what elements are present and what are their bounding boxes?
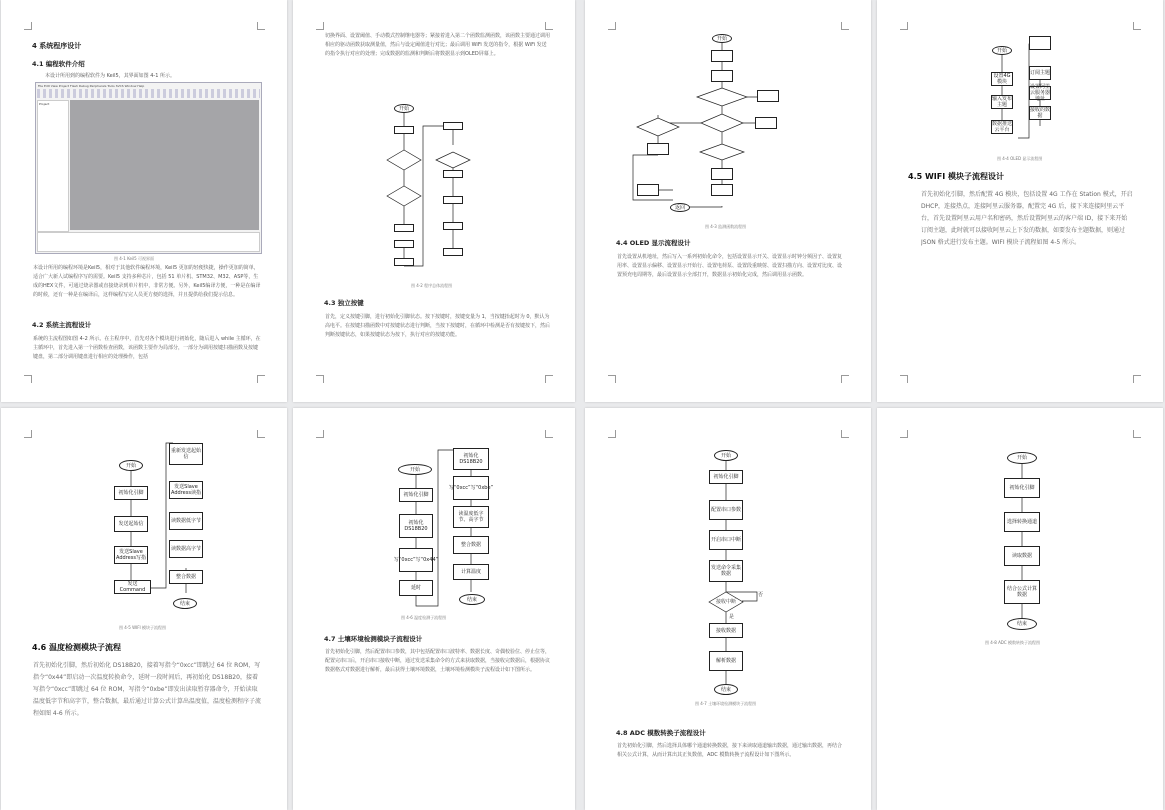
flow-decision-label: 接收中断 [715, 599, 736, 605]
flow-return: 返回 [670, 203, 690, 212]
flow-start: 开始 [1007, 452, 1037, 464]
heading-4-2: 4.2 系统主流程设计 [32, 321, 92, 329]
wifi-flow-connectors [1, 408, 287, 810]
body-paragraph: 切换界面、设置阈值、手动模式控制继电器等；紧接着进入第二个函数监测函数，该函数主要通过调用相应的驱动函数获取测量值，然后与设定阈值进行对比；最后调用 WiFi 发送的指令，根据 WiFi 发送的指令执行对应的处理；完成数据的监测和判断后将数据显示到OLED屏幕上。 [325, 33, 551, 57]
flow-box: 设置4G模块 [991, 72, 1013, 86]
flow-box: 重新发送起始信 [169, 443, 203, 465]
flow-box: 接收的数据 [1030, 107, 1051, 119]
flow-start: 开始 [712, 34, 732, 43]
intro-text: 本设计所用到的编程软件为 Keil5，其界面如图 4-1 所示。 [45, 73, 176, 79]
body-paragraph: 首先初始化引脚，然后选择具体哪个通道转换数据，接下来读取通道输出数据，通过输出数据，再结合相关公式计算，从而计算出其正负数值，ADC 模数转换子流程设计如下图所示。 [617, 743, 843, 758]
figure-caption: 图 4-1 Keil5 可视界面 [114, 256, 154, 261]
branch-label-no: 否 [758, 592, 764, 598]
flow-box: 发送Slave Address写指 [114, 546, 148, 564]
flow-box: 配置串口参数 [709, 500, 743, 520]
flow-end: 结束 [459, 594, 485, 605]
body-paragraph: 首先，定义按键引脚，进行初始化引脚状态。按下按键时，按键变量为 1，当按键抬起时为 0，默认为高电平。在按键扫描函数中对按键状态进行判断，当按下按键时，在循环中检测是否有按键按下，然后判断按键状态，如果按键状态为按下，执行对应的按键功能。 [325, 314, 551, 338]
keil-editor-area [70, 100, 259, 230]
figure-caption: 图 4-2 程序总体流程图 [411, 283, 453, 288]
flow-box: 发送命令采集数据 [709, 560, 743, 582]
flow-box [757, 90, 779, 102]
figure-caption: 图 4-8 ADC 模数转换子流程图 [985, 640, 1040, 645]
crop-mark [257, 22, 265, 30]
document-page-1 [1, 0, 287, 402]
body-paragraph: 首先设置从机地址，然后写入一系列初始化命令，包括设置显示开关、设置显示时钟分频因子、设置复用率、设置显示偏移、设置显示开始行、设置电荷泵、设置段重映射、设置扫描方向、设置对比度、设置预充电周期等，最后设置显示全部打开，数据显示初始化完成，然后调用显示函数。 [617, 254, 843, 278]
figure-caption: 图 4-6 温度检测子流程图 [401, 615, 447, 620]
flow-box: 输入发布主题 [992, 96, 1013, 108]
flow-box: 数据推送云平台 [992, 121, 1013, 133]
keil-toolbar [37, 89, 260, 98]
flow-box [711, 70, 733, 82]
flow-box: 结合公式计算数据 [1004, 580, 1040, 604]
flow-box [443, 222, 463, 230]
flow-start: 开始 [394, 104, 414, 113]
heading-4: 4 系统程序设计 [32, 42, 82, 50]
flow-box [394, 258, 414, 266]
heading-4-3: 4.3 独立按键 [324, 299, 364, 307]
flow-box [443, 122, 463, 130]
flow-box: 计算温度 [453, 564, 489, 580]
document-page-6 [293, 408, 575, 810]
flow-box: 读取数据 [1004, 546, 1040, 566]
flow-box [394, 224, 414, 232]
figure-caption: 图 4-7 土壤环境检测模块子流程图 [695, 701, 757, 706]
flow-start: 开始 [992, 46, 1012, 55]
adc-flow-connectors [877, 408, 1163, 810]
flow-box [1029, 36, 1051, 50]
crop-mark [24, 22, 32, 30]
flow-box: 初始化引脚 [1004, 478, 1040, 498]
figure-caption: 图 4-3 监测函数流程图 [705, 224, 747, 229]
document-page-8 [877, 408, 1163, 810]
flow-box: 发送起始信 [114, 516, 148, 532]
figure-caption: 图 4-4 OLED 显示流程图 [997, 156, 1043, 161]
flow-box: 读数据高字节 [169, 540, 203, 558]
body-paragraph: 首先初始化引脚，然后配置 4G 模块，包括设置 4G 工作在 Station 模式，开启 DHCP，连接热点，连接阿里云服务器，配置完 4G 后，接下来连接阿里云平台，首先设置阿里云用户名和密码，然后设置阿里云的客户端 ID，接下来开始订阅主题，此时就可以接收阿里云上下发的数据，如要发布主题数据，则通过 JSON 格式进行发布主题。WIFI 模块子流程如图 4-5 所示。 [921, 191, 1133, 246]
flow-box [711, 168, 733, 180]
flow-box [443, 196, 463, 204]
document-page-2 [293, 0, 575, 402]
flow-box: 读温度低字节、高字节 [453, 506, 489, 528]
heading-4-5: 4.5 WIFI 模块子流程设计 [908, 172, 1004, 181]
heading-4-8: 4.8 ADC 模数转换子流程设计 [616, 729, 706, 737]
flow-end: 结束 [1007, 618, 1037, 630]
body-paragraph: 系统的主流程图如图 4-2 所示。在主程序中，首先对各个模块进行初始化，随后进入 while 主循环，在主循环中，首先进入第一个函数检查函数，该函数主要作为局部分，一部分为调用按键扫描函数及按键键盘，第二部分调用键盘进行相应的处理操作，包括 [33, 336, 261, 360]
flow-end: 结束 [173, 598, 197, 609]
flow-box: 发送Command [114, 580, 151, 594]
figure-caption: 图 4-5 WIFI 模块子流程图 [119, 625, 166, 630]
flow-box [755, 117, 777, 129]
flow-box: 初始化引脚 [114, 486, 148, 500]
flow-box [443, 248, 463, 256]
keil-menubar: File Edit View Project Flash Debug Peripherals Tools SVCS Window Help [38, 84, 145, 88]
flow-box [711, 184, 733, 196]
flow-box: 发送Slave Address读指 [169, 481, 203, 499]
flow-box: 订阅主题 [1029, 66, 1051, 80]
heading-4-1: 4.1 编程软件介绍 [32, 60, 85, 68]
flow-box: 整合数据 [169, 570, 203, 584]
flow-box: 写“0xcc”写“0xbe” [453, 476, 489, 500]
flow-start: 开始 [119, 460, 143, 471]
keil-screenshot [35, 82, 262, 254]
flow-box: 延时 [399, 580, 433, 596]
document-page-3 [585, 0, 871, 402]
flow-box [711, 50, 733, 62]
temp-flow-connectors [293, 408, 575, 810]
flow-box: 初始化DS18B20 [453, 448, 489, 470]
flow-box [647, 143, 669, 155]
heading-4-4: 4.4 OLED 显示流程设计 [616, 239, 691, 247]
flow-start: 开始 [714, 450, 738, 461]
document-page-7 [585, 408, 871, 810]
flow-box [443, 170, 463, 178]
flow-box: 设置阿里云服务器地址 [1030, 84, 1051, 102]
flow-start: 开始 [398, 464, 432, 475]
flow-box: 初始化DS18B20 [399, 514, 433, 538]
flow-box: 开启串口中断 [709, 530, 743, 550]
flow-box: 整合数据 [453, 536, 489, 554]
flow-box: 解析数据 [709, 651, 743, 671]
heading-4-7: 4.7 土壤环境检测模块子流程设计 [324, 635, 423, 643]
keil-project-pane [37, 100, 69, 232]
document-page-5 [1, 408, 287, 810]
crop-mark [257, 375, 265, 383]
body-paragraph: 本设计所用的编程环境是Keil5，相对于其他软件编程环境，Keil5 更加的轻便快捷，操作更加的简单，适合广大新人试编程序写的需要。Keil5 支持多种芯片，包括 51 单片机、STM32、M32、ASP等，生成的HEX文件，可通过烧录器或直接烧录到单片机中，非常方便。另外，Keil5编译方便，一种是在编译的时候，还有一种是在编译后，这样编程写完人员更方便的选择，并且提供给我们提示信息。 [33, 265, 261, 298]
keil-build-output [37, 232, 260, 252]
flow-end: 结束 [714, 684, 738, 695]
flow-box [637, 184, 659, 196]
flow-box: 读数据低字节 [169, 512, 203, 530]
body-paragraph: 首先初始化引脚，然后初始化 DS18B20，接着写指令“0xcc”即跳过 64 位 ROM，写指令“0x44”即启动一次温度转换命令，延时一段时间后，再初始化 DS18B20，接着写指令“0xcc”即跳过 64 位 ROM，写指令“0xbe”即发出读取暂存器命令，开始读取温度低字节和高字节，整合数据，最后通过计算公式计算出温度值，温度检测程序子流程如图 4-6 所示。 [33, 662, 261, 717]
flow-box [394, 240, 414, 248]
keil-project-label: Project [39, 102, 50, 106]
flow-box: 接收数据 [709, 623, 743, 638]
flow-box: 写“0xcc”写“0x44” [399, 548, 433, 572]
body-paragraph: 首先初始化引脚，然后配置串口参数，其中包括配置串口波特率、数据长度、奇偶校验位、停止位等，配置完串口后，开启串口接收中断，通过发送采集命令的方式来获取数据，当接收完数据后，根据协议数据格式对数据进行解析，最后获得土壤环境数据，土壤环境检测模块子流程设计如下图所示。 [325, 649, 551, 673]
heading-4-6: 4.6 温度检测模块子流程 [32, 643, 121, 652]
branch-label-yes: 是 [729, 614, 735, 620]
flow-box: 初始化引脚 [709, 470, 743, 484]
flow-box: 初始化引脚 [399, 488, 433, 502]
crop-mark [24, 375, 32, 383]
flow-box [394, 126, 414, 134]
document-page-4 [877, 0, 1163, 402]
flow-box: 选择转换通道 [1004, 512, 1040, 532]
